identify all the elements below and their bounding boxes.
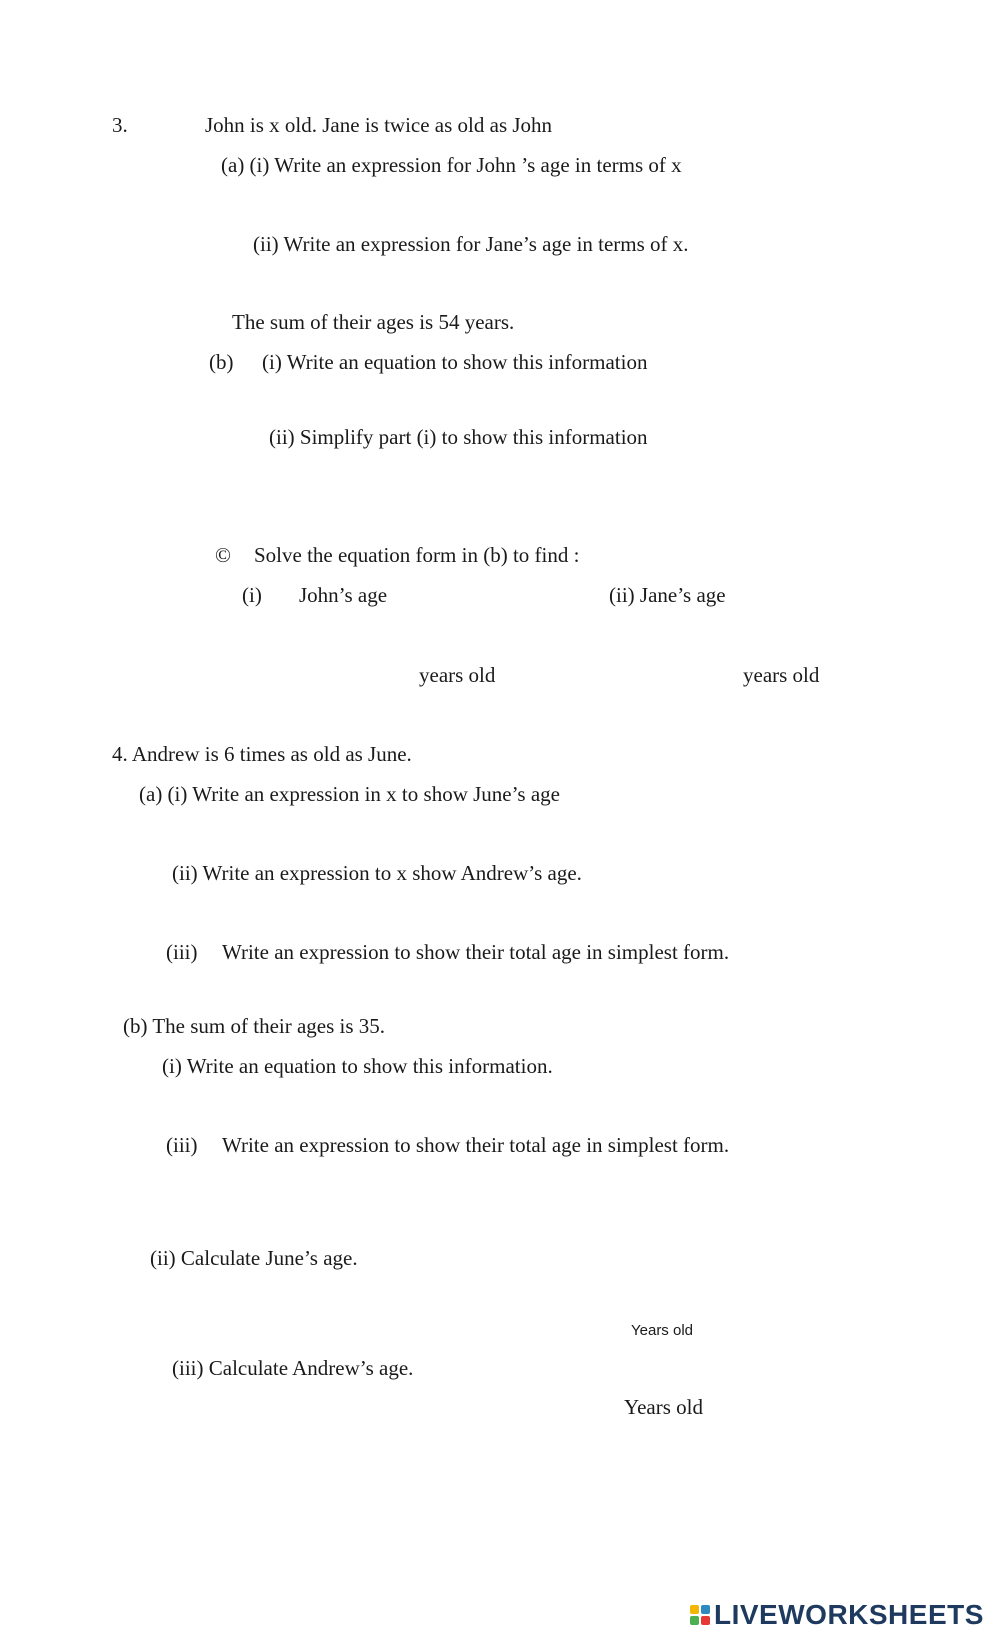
q3-c-symbol: ©	[215, 543, 231, 567]
q4-andrew-years-old: Years old	[624, 1395, 703, 1419]
q3-b-i: (i) Write an equation to show this information	[262, 350, 648, 374]
q4-a-ii: (ii) Write an expression to x show Andrew’s age.	[172, 861, 582, 885]
q4-b-iii-text: Write an expression to show their total age in simplest form.	[222, 1133, 730, 1157]
q3-intro: John is x old. Jane is twice as old as John	[205, 113, 553, 137]
q3-b-ii: (ii) Simplify part (i) to show this information	[269, 425, 648, 449]
logo-square	[690, 1616, 699, 1625]
logo-square	[701, 1605, 710, 1614]
q3-b-label: (b)	[209, 350, 234, 374]
q4-a-i: (a) (i) Write an expression in x to show June’s age	[139, 782, 560, 806]
q4-b-intro: (b) The sum of their ages is 35.	[123, 1014, 386, 1038]
q3-c-i-text: John’s age	[299, 583, 388, 607]
q3-sum-statement: The sum of their ages is 54 years.	[232, 310, 515, 334]
q3-c-i-label: (i)	[242, 583, 262, 607]
q4-a-iii-text: Write an expression to show their total age in simplest form.	[222, 940, 730, 964]
q3-number: 3.	[112, 113, 128, 137]
q3-c-ii-text: (ii) Jane’s age	[609, 583, 726, 607]
q3-a-i: (a) (i) Write an expression for John ’s age in terms of x	[221, 153, 682, 177]
q4-b-iii-label: (iii)	[166, 1133, 198, 1157]
q4-june-years-old: Years old	[631, 1322, 693, 1339]
q4-b-i: (i) Write an equation to show this information.	[162, 1054, 553, 1078]
brand-name: LIVEWORKSHEETS	[714, 1599, 984, 1630]
logo-square	[690, 1605, 699, 1614]
logo-squares-icon	[690, 1605, 710, 1625]
logo-square	[701, 1616, 710, 1625]
q3-john-years-old: years old	[419, 663, 496, 687]
q3-c-text: Solve the equation form in (b) to find :	[254, 543, 580, 567]
liveworksheets-logo	[690, 1599, 984, 1631]
q3-jane-years-old: years old	[743, 663, 820, 687]
q4-calc-andrew: (iii) Calculate Andrew’s age.	[172, 1356, 414, 1380]
q4-intro: 4. Andrew is 6 times as old as June.	[112, 742, 412, 766]
q4-a-iii-label: (iii)	[166, 940, 198, 964]
q3-a-ii: (ii) Write an expression for Jane’s age in terms of x.	[253, 232, 689, 256]
q4-calc-june: (ii) Calculate June’s age.	[150, 1246, 358, 1270]
